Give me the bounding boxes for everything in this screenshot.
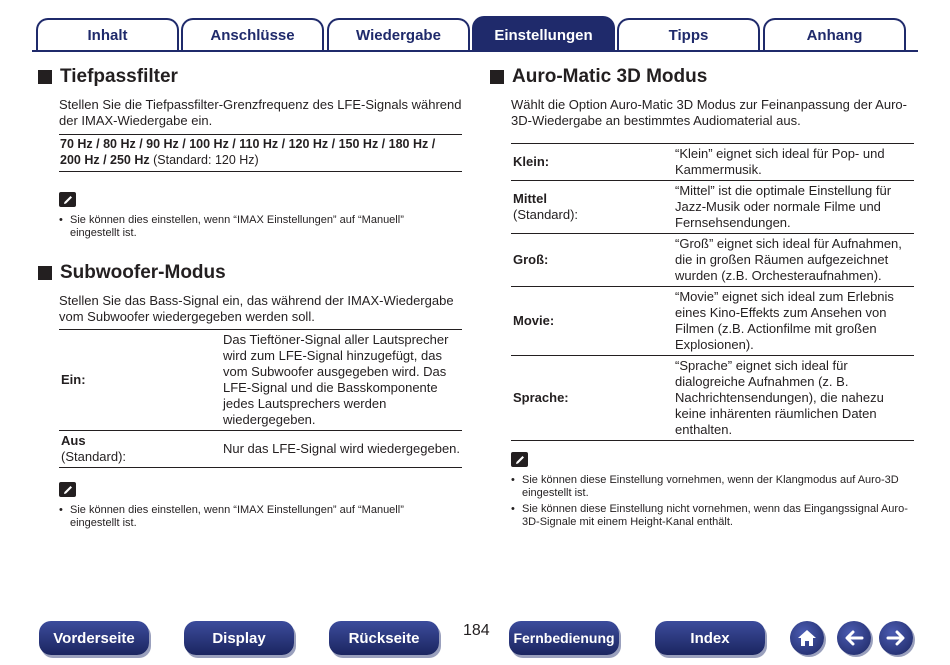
option-key <box>511 287 673 356</box>
frequency-options <box>60 136 462 168</box>
option-key <box>511 144 673 181</box>
section-title-tiefpassfilter <box>38 66 178 88</box>
table-row <box>511 234 914 287</box>
vorderseite-button[interactable]: Vorderseite <box>39 621 149 655</box>
option-key-sub: (Standard): <box>61 449 127 464</box>
option-key-sub: (Standard): <box>513 207 579 222</box>
tab-anschluesse[interactable]: Anschlüsse <box>181 18 324 50</box>
note-bullet: • Sie können diese Einstellung nicht vornehmen, wenn das Eingangssignal Auro-3D-Signale mit einem Height-Kanal enthält. <box>511 503 922 529</box>
divider <box>59 171 462 172</box>
section-title-text: Tiefpassfilter <box>60 66 178 87</box>
option-key-label: Mittel <box>513 191 547 206</box>
option-key <box>511 181 673 234</box>
page-number: 184 <box>463 622 490 639</box>
table-row <box>59 431 462 468</box>
table-row <box>511 287 914 356</box>
divider <box>59 134 462 135</box>
option-value: “Groß” eignet sich ideal für Aufnahmen, die in großen Räumen aufgezeichnet wurden (z.B. Orchesteraufnahmen). <box>673 234 914 287</box>
option-value: “Klein” eignet sich ideal für Pop- und Kammermusik. <box>673 144 914 181</box>
back-button[interactable] <box>837 621 871 655</box>
index-button[interactable]: Index <box>655 621 765 655</box>
option-key <box>511 356 673 441</box>
tab-wiedergabe[interactable]: Wiedergabe <box>327 18 470 50</box>
subwoofer-options-table <box>59 329 462 468</box>
tab-tipps[interactable]: Tipps <box>617 18 760 50</box>
tiefpass-intro: Stellen Sie die Tiefpassfilter-Grenzfrequenz des LFE-Signals während der IMAX-Wiedergabe ein. <box>59 97 462 128</box>
auromatic-options-table <box>511 143 914 441</box>
arrow-right-icon <box>884 626 908 650</box>
table-row <box>511 356 914 441</box>
frequency-line-2: 200 Hz / 250 Hz <box>60 153 150 167</box>
note-bullet: • Sie können dies einstellen, wenn “IMAX Einstellungen” auf “Manuell” eingestellt ist. <box>59 214 450 240</box>
fernbedienung-button[interactable]: Fernbedienung <box>509 621 619 655</box>
home-icon <box>795 626 819 650</box>
section-title-subwoofer-modus <box>38 262 226 284</box>
option-key-label: Klein: <box>513 154 550 169</box>
option-key-label: Groß: <box>513 252 549 267</box>
note-bullet: • Sie können diese Einstellung vornehmen, wenn der Klangmodus auf Auro-3D eingestellt ist. <box>511 474 922 500</box>
pencil-note-icon <box>59 192 76 207</box>
subwoofer-intro: Stellen Sie das Bass-Signal ein, das während der IMAX-Wiedergabe vom Subwoofer wiedergegeben werden soll. <box>59 293 454 324</box>
tab-anhang[interactable]: Anhang <box>763 18 906 50</box>
option-key-label: Aus <box>61 433 86 448</box>
pencil-note-icon <box>59 482 76 497</box>
section-title-text: Auro-Matic 3D Modus <box>512 66 708 87</box>
option-value: “Sprache” eignet sich ideal für dialogreiche Aufnahmen (z. B. Nachrichtensendungen), die nahezu keine inhärenten räumlichen Daten enthalten. <box>673 356 914 441</box>
option-value: “Movie” eignet sich ideal zum Erlebnis eines Kino-Effekts zum Ansehen von Filmen (z.B. Actionfilme mit großen Explosionen). <box>673 287 914 356</box>
display-button[interactable]: Display <box>184 621 294 655</box>
option-key-label: Ein: <box>61 372 86 387</box>
section-square-marker <box>38 266 52 280</box>
arrow-left-icon <box>842 626 866 650</box>
frequency-line-1: 70 Hz / 80 Hz / 90 Hz / 100 Hz / 110 Hz / 120 Hz / 150 Hz / 180 Hz / <box>60 137 436 151</box>
option-value: Nur das LFE-Signal wird wiedergegeben. <box>221 431 462 468</box>
option-key <box>59 431 221 468</box>
chapter-tab-bar <box>0 0 950 56</box>
option-value: Das Tieftöner-Signal aller Lautsprecher wird zum LFE-Signal hinzugefügt, das vom Subwoofer ausgegeben wird. Das LFE-Signal und die Basskomponente jedes Lautsprechers werden wiedergegeben. <box>221 330 462 431</box>
section-square-marker <box>490 70 504 84</box>
note-bullet: • Sie können dies einstellen, wenn “IMAX Einstellungen” auf “Manuell” eingestellt ist. <box>59 504 450 530</box>
option-key-label: Movie: <box>513 313 555 328</box>
frequency-default: (Standard: 120 Hz) <box>149 153 259 167</box>
pencil-note-icon <box>511 452 528 467</box>
option-key <box>511 234 673 287</box>
table-row <box>59 330 462 431</box>
tab-einstellungen[interactable]: Einstellungen <box>472 16 615 52</box>
option-value: “Mittel” ist die optimale Einstellung für Jazz-Musik oder normale Filme und Fernsehsendungen. <box>673 181 914 234</box>
auromatic-intro: Wählt die Option Auro-Matic 3D Modus zur Feinanpassung der Auro-3D-Wiedergabe an bestimmtes Audiomaterial aus. <box>511 97 907 128</box>
section-title-auro-matic <box>490 66 707 88</box>
section-title-text: Subwoofer-Modus <box>60 262 226 283</box>
section-square-marker <box>38 70 52 84</box>
option-key <box>59 330 221 431</box>
table-row <box>511 144 914 181</box>
option-key-label: Sprache: <box>513 390 569 405</box>
table-row <box>511 181 914 234</box>
home-button[interactable] <box>790 621 824 655</box>
tab-inhalt[interactable]: Inhalt <box>36 18 179 50</box>
rueckseite-button[interactable]: Rückseite <box>329 621 439 655</box>
forward-button[interactable] <box>879 621 913 655</box>
